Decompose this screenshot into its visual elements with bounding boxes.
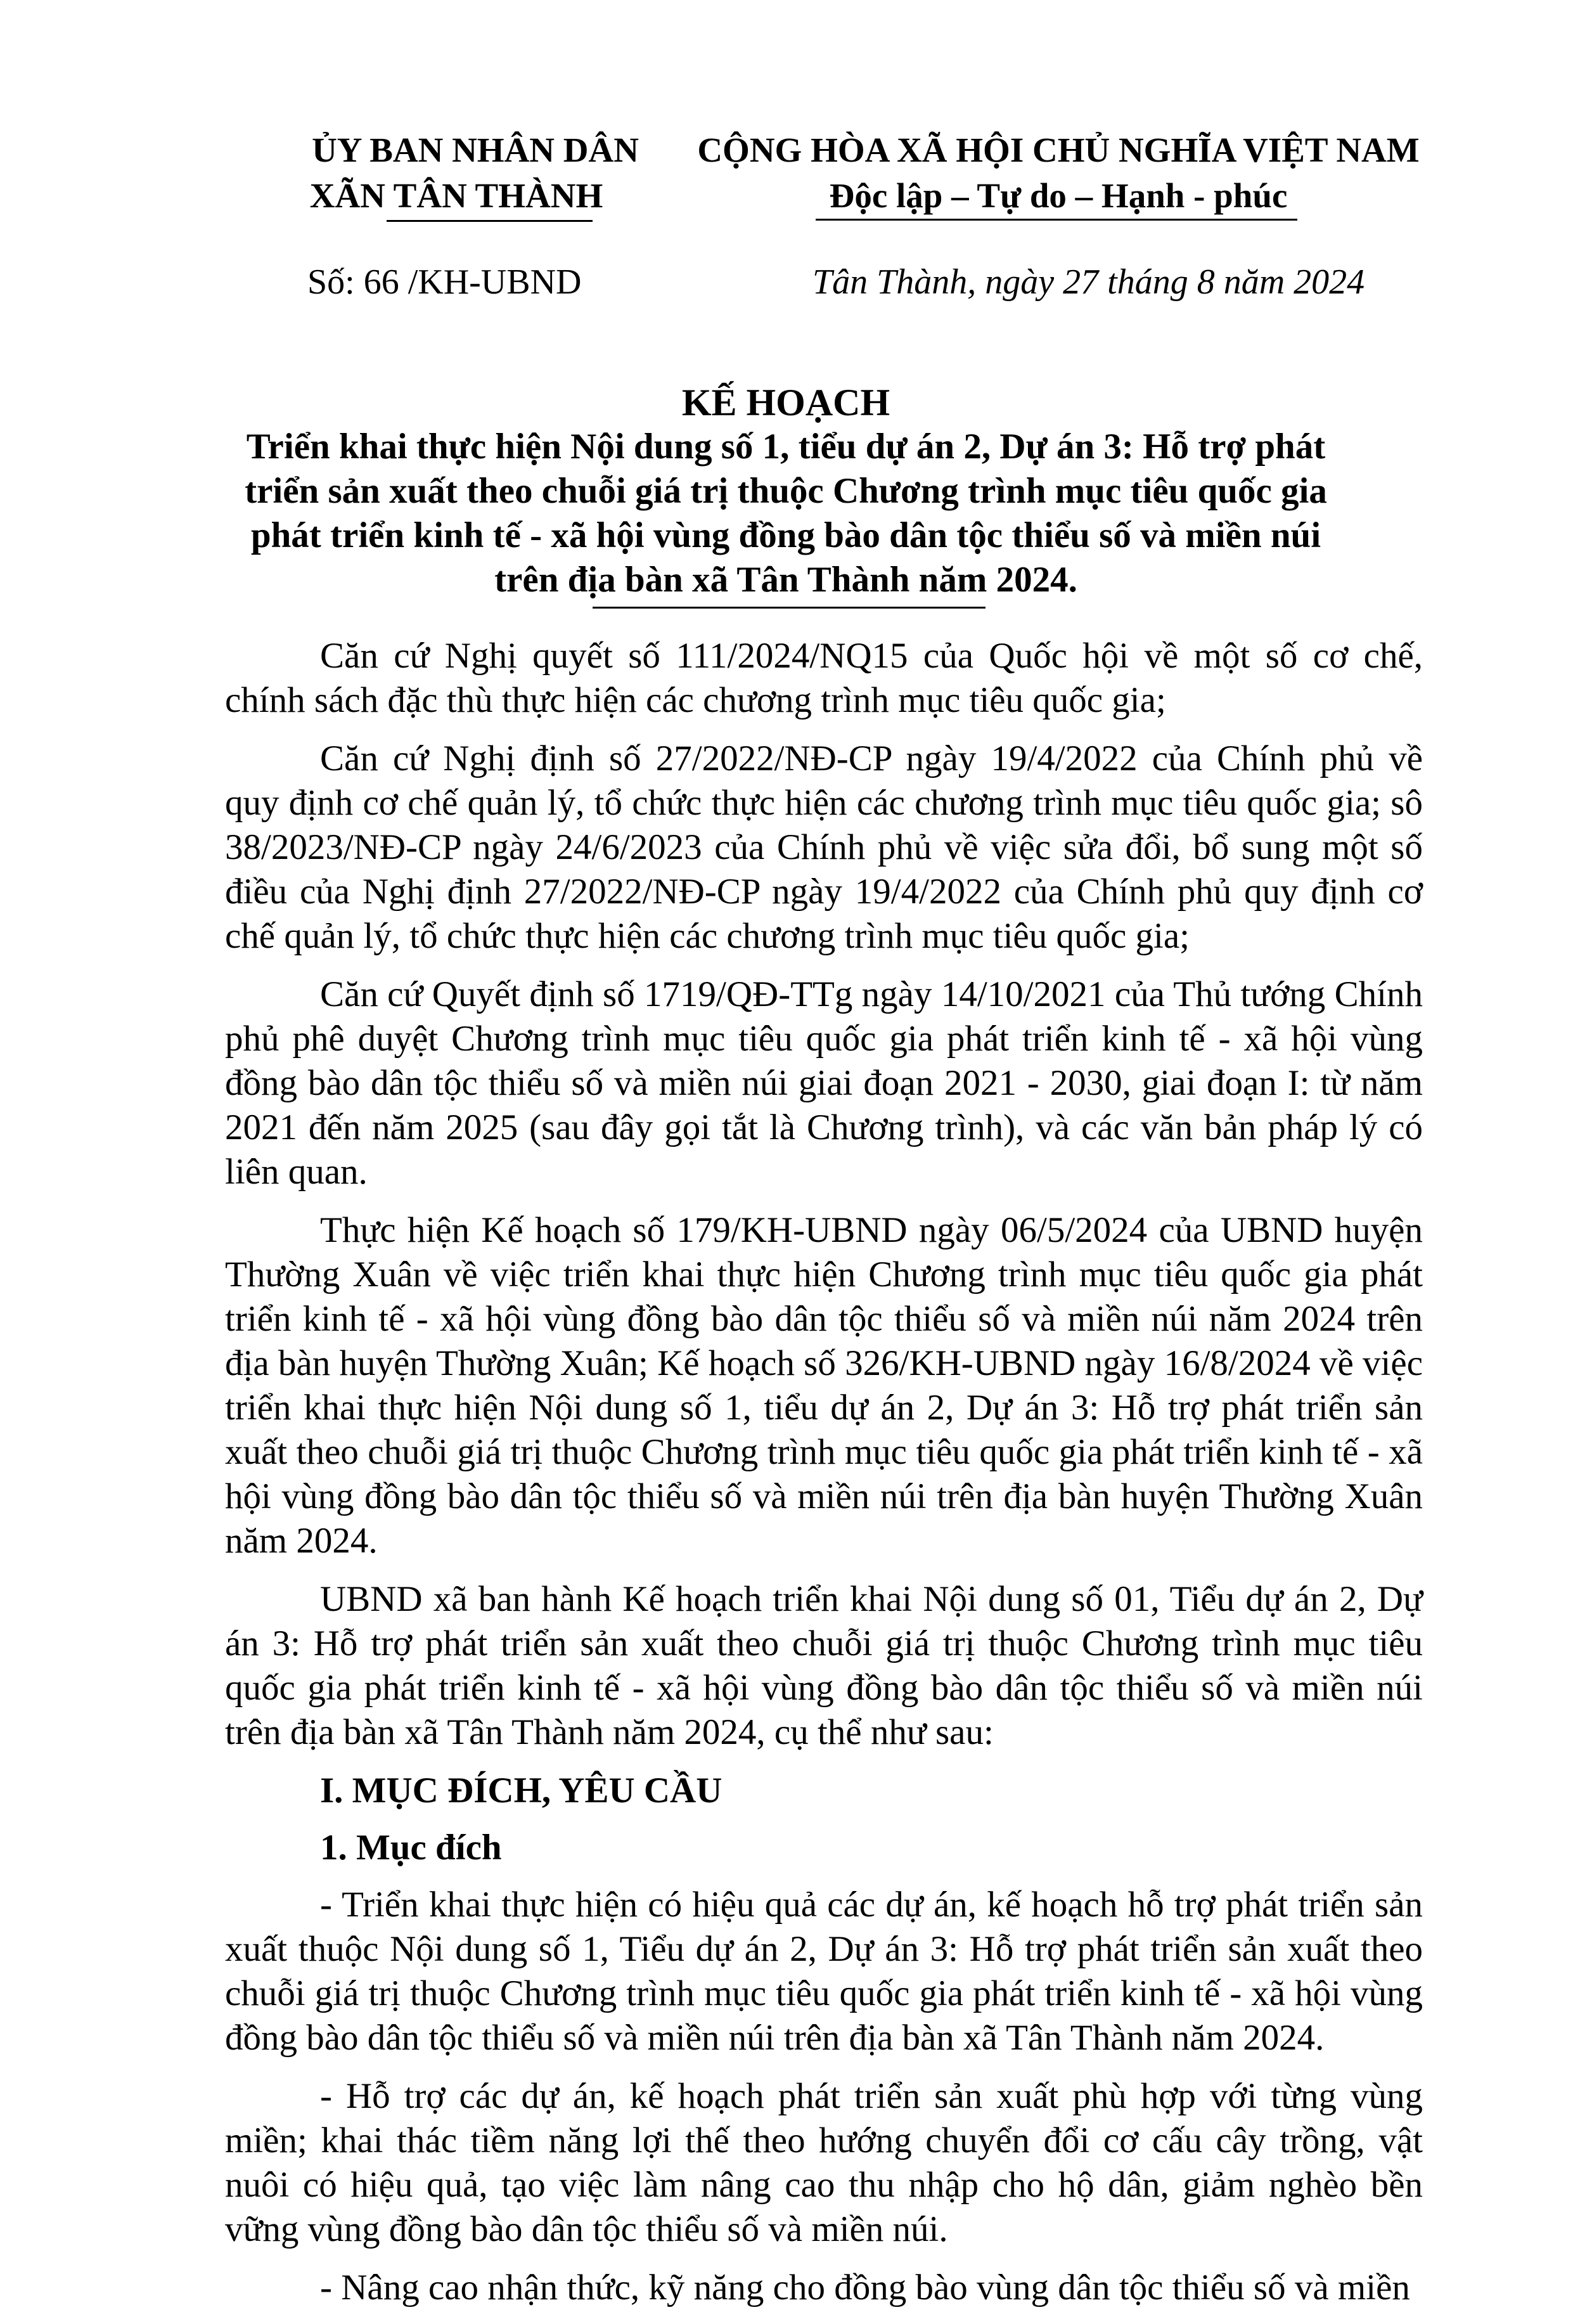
motto-underline <box>816 219 1297 221</box>
title-line-2: triển sản xuất theo chuỗi giá trị thuộc Chương trình mục tiêu quốc gia <box>245 471 1327 511</box>
place-date: Tân Thành, ngày 27 tháng 8 năm 2024 <box>812 262 1365 302</box>
bullet-item: - Triển khai thực hiện có hiệu quả các dự án, kế hoạch hỗ trợ phát triển sản xuất thuộc Nội dung số 1, Tiểu dự án 2, Dự án 3: Hỗ trợ phát triển sản xuất theo chuỗi giá trị thuộc Chương trình mục tiêu quốc gia phát triển kinh tế - xã hội vùng đồng bào dân tộc thiểu số và miền núi trên địa bàn xã Tân Thành năm 2024. <box>225 1885 1423 2058</box>
paragraph-basis-resolution: Căn cứ Nghị quyết số 111/2024/NQ15 của Quốc hội về một số cơ chế, chính sách đặc thù thực hiện các chương trình mục tiêu quốc gia; <box>225 636 1423 720</box>
bullet-item: - Nâng cao nhận thức, kỹ năng cho đồng bào vùng dân tộc thiểu số và miền <box>320 2268 1410 2308</box>
title-line-3: phát triển kinh tế - xã hội vùng đồng bào dân tộc thiểu số và miền núi <box>250 515 1321 555</box>
title-underline <box>593 607 986 609</box>
agency-name-line1: ỦY BAN NHÂN DÂN <box>312 131 639 169</box>
national-motto: Độc lập – Tự do – Hạnh - phúc <box>829 176 1288 215</box>
paragraph-basis-decree: Căn cứ Nghị định số 27/2022/NĐ-CP ngày 19/4/2022 của Chính phủ về quy định cơ chế quản lý, tổ chức thực hiện các chương trình mục tiêu quốc gia; sô 38/2023/NĐ-CP ngày 24/6/2023 của Chính phủ về việc sửa đổi, bổ sung một số điều của Nghị định 27/2022/NĐ-CP ngày 19/4/2022 của Chính phủ quy định cơ chế quản lý, tổ chức thực hiện các chương trình mục tiêu quốc gia; <box>225 739 1423 956</box>
document-number: Số: 66 /KH-UBND <box>307 262 582 302</box>
document-body <box>225 634 1423 2324</box>
section-heading: I. MỤC ĐÍCH, YÊU CẦU <box>320 1771 722 1811</box>
title-main: KẾ HOẠCH <box>681 382 890 423</box>
paragraph-issuance: UBND xã ban hành Kế hoạch triển khai Nội dung số 01, Tiểu dự án 2, Dự án 3: Hỗ trợ phát triển sản xuất theo chuỗi giá trị thuộc Chương trình mục tiêu quốc gia phát triển kinh tế - xã hội vùng đồng bào dân tộc thiểu số và miền núi trên địa bàn xã Tân Thành năm 2024, cụ thể như sau: <box>225 1579 1423 1752</box>
title-line-1: Triển khai thực hiện Nội dung số 1, tiểu dự án 2, Dự án 3: Hỗ trợ phát <box>246 427 1326 467</box>
document-title <box>190 380 1382 602</box>
agency-name-line2: XÃN TÂN THÀNH <box>309 176 603 215</box>
agency-underline <box>387 220 593 222</box>
bullet-item: - Hỗ trợ các dự án, kế hoạch phát triển sản xuất phù hợp với từng vùng miền; khai thác tiềm năng lợi thế theo hướng chuyển đổi cơ cấu cây trồng, vật nuôi có hiệu quả, tạo việc làm nâng cao thu nhập cho hộ dân, giảm nghèo bền vững vùng đồng bào dân tộc thiểu số và miền núi. <box>225 2076 1423 2249</box>
subsection-heading: 1. Mục đích <box>320 1828 502 1868</box>
paragraph-basis-decision: Căn cứ Quyết định số 1719/QĐ-TTg ngày 14/10/2021 của Thủ tướng Chính phủ phê duyệt Chương trình mục tiêu quốc gia phát triển kinh tế - xã hội vùng đồng bào dân tộc thiểu số và miền núi giai đoạn 2021 - 2030, giai đoạn I: từ năm 2021 đến năm 2025 (sau đây gọi tắt là Chương trình), và các văn bản pháp lý có liên quan. <box>225 974 1423 1192</box>
title-line-4: trên địa bàn xã Tân Thành năm 2024. <box>494 560 1077 600</box>
national-title: CỘNG HÒA XÃ HỘI CHỦ NGHĨA VIỆT NAM <box>697 131 1420 169</box>
paragraph-implementation: Thực hiện Kế hoạch số 179/KH-UBND ngày 06/5/2024 của UBND huyện Thường Xuân về việc triển khai thực hiện Chương trình mục tiêu quốc gia phát triển kinh tế - xã hội vùng đồng bào dân tộc thiểu số và miền núi năm 2024 trên địa bàn huyện Thường Xuân; Kế hoạch số 326/KH-UBND ngày 16/8/2024 về việc triển khai thực hiện Nội dung số 1, tiểu dự án 2, Dự án 3: Hỗ trợ phát triển sản xuất theo chuỗi giá trị thuộc Chương trình mục tiêu quốc gia phát triển kinh tế - xã hội vùng đồng bào dân tộc thiểu số và miền núi trên địa bàn huyện Thường Xuân năm 2024. <box>225 1210 1423 1561</box>
